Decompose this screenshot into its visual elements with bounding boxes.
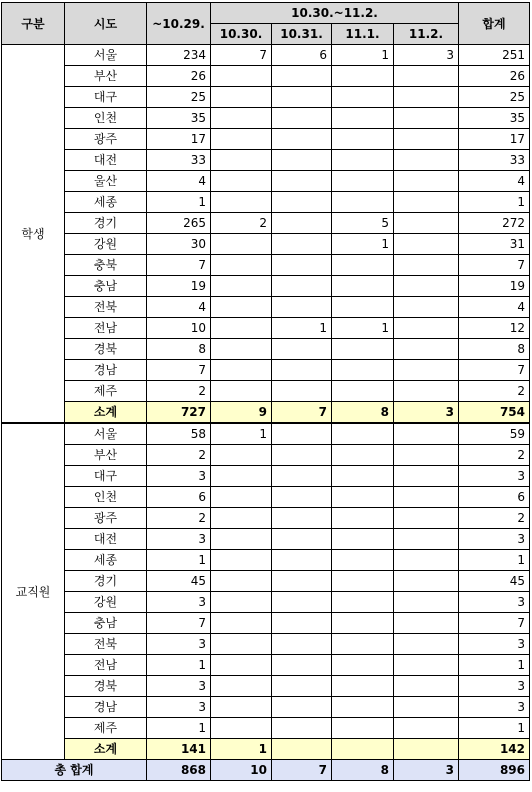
value-cell [211,339,272,360]
value-cell: 1 [459,655,530,676]
value-cell [272,718,332,739]
table-row [2,87,530,108]
value-cell [272,508,332,529]
value-cell [394,445,459,466]
value-cell [211,571,272,592]
value-cell: 35 [459,108,530,129]
value-cell [211,718,272,739]
value-cell [211,697,272,718]
region-cell: 인천 [65,487,147,508]
value-cell [211,676,272,697]
value-cell [272,108,332,129]
header-day: 10.31. [272,24,332,45]
value-cell: 265 [147,213,211,234]
value-cell [272,255,332,276]
value-cell [272,339,332,360]
region-cell: 울산 [65,171,147,192]
value-cell: 7 [459,255,530,276]
grand-total-value: 7 [272,760,332,781]
table-row [2,718,530,739]
region-cell: 부산 [65,445,147,466]
value-cell: 1 [147,550,211,571]
value-cell: 251 [459,45,530,66]
value-cell [332,655,394,676]
table-row [2,150,530,171]
value-cell [272,550,332,571]
value-cell [332,360,394,381]
header-total: 합계 [459,3,530,45]
header-day: 11.2. [394,24,459,45]
grand-total-value: 868 [147,760,211,781]
value-cell: 3 [147,697,211,718]
value-cell: 4 [147,171,211,192]
value-cell [394,571,459,592]
value-cell [211,487,272,508]
value-cell: 2 [147,508,211,529]
subtotal-value: 141 [147,739,211,760]
region-cell: 광주 [65,508,147,529]
value-cell [272,66,332,87]
value-cell [394,508,459,529]
value-cell [272,445,332,466]
value-cell [211,550,272,571]
region-cell: 강원 [65,234,147,255]
value-cell: 7 [147,613,211,634]
table-row [2,192,530,213]
value-cell: 4 [459,171,530,192]
value-cell: 3 [147,592,211,613]
table-row [2,360,530,381]
value-cell [332,466,394,487]
value-cell: 2 [147,445,211,466]
value-cell: 3 [147,634,211,655]
grand-total-value: 8 [332,760,394,781]
value-cell [394,213,459,234]
value-cell [394,87,459,108]
value-cell: 1 [332,318,394,339]
table-row [2,697,530,718]
region-cell: 전북 [65,634,147,655]
table-row [2,529,530,550]
value-cell: 2 [211,213,272,234]
region-cell: 경기 [65,213,147,234]
value-cell: 3 [459,676,530,697]
table-row [2,487,530,508]
value-cell: 6 [147,487,211,508]
value-cell: 6 [272,45,332,66]
value-cell [211,360,272,381]
value-cell: 1 [332,45,394,66]
region-cell: 경기 [65,571,147,592]
table-row [2,276,530,297]
region-cell: 경북 [65,676,147,697]
value-cell [272,487,332,508]
region-cell: 대전 [65,150,147,171]
value-cell [394,66,459,87]
value-cell [211,192,272,213]
header-day: 10.30. [211,24,272,45]
table-row [2,508,530,529]
grand-total-value: 896 [459,760,530,781]
value-cell [272,655,332,676]
value-cell: 31 [459,234,530,255]
value-cell: 2 [147,381,211,402]
cases-table [1,2,530,781]
grand-total-label: 총 합계 [2,760,147,781]
table-row [2,571,530,592]
value-cell: 3 [394,45,459,66]
header-category: 구분 [2,3,65,45]
value-cell [272,592,332,613]
value-cell [394,550,459,571]
region-cell: 서울 [65,423,147,445]
subtotal-label: 소계 [65,739,147,760]
table-body [2,45,530,781]
table-row [2,423,530,445]
value-cell: 3 [147,676,211,697]
table-row [2,339,530,360]
value-cell [272,297,332,318]
subtotal-value [332,739,394,760]
value-cell: 26 [147,66,211,87]
value-cell [394,487,459,508]
value-cell [211,508,272,529]
value-cell: 1 [147,718,211,739]
value-cell [272,697,332,718]
value-cell [332,613,394,634]
value-cell [272,529,332,550]
value-cell [211,150,272,171]
value-cell [394,318,459,339]
value-cell [394,171,459,192]
value-cell [332,276,394,297]
subtotal-value: 3 [394,402,459,424]
value-cell: 3 [147,529,211,550]
value-cell: 4 [147,297,211,318]
value-cell [332,255,394,276]
table-row [2,634,530,655]
subtotal-value: 727 [147,402,211,424]
value-cell [272,466,332,487]
value-cell [332,592,394,613]
table-row [2,466,530,487]
subtotal-row [2,402,530,424]
value-cell: 1 [459,550,530,571]
value-cell [394,360,459,381]
value-cell: 8 [147,339,211,360]
table-row [2,171,530,192]
value-cell: 19 [459,276,530,297]
value-cell [394,613,459,634]
table-header [2,3,530,45]
grand-total-value: 3 [394,760,459,781]
value-cell: 7 [147,255,211,276]
value-cell: 35 [147,108,211,129]
value-cell [272,87,332,108]
group-label: 교직원 [2,423,65,760]
value-cell: 7 [211,45,272,66]
table-row [2,676,530,697]
region-cell: 전남 [65,318,147,339]
value-cell: 12 [459,318,530,339]
table-row [2,45,530,66]
table-row [2,613,530,634]
value-cell [394,466,459,487]
value-cell: 234 [147,45,211,66]
value-cell [272,613,332,634]
value-cell: 7 [459,613,530,634]
value-cell [211,276,272,297]
value-cell: 2 [459,381,530,402]
value-cell: 1 [211,423,272,445]
subtotal-value: 754 [459,402,530,424]
subtotal-label: 소계 [65,402,147,424]
value-cell [272,213,332,234]
value-cell [332,529,394,550]
value-cell [211,613,272,634]
table-row [2,255,530,276]
value-cell [211,234,272,255]
subtotal-value: 142 [459,739,530,760]
region-cell: 대구 [65,87,147,108]
region-cell: 세종 [65,192,147,213]
value-cell: 30 [147,234,211,255]
value-cell: 59 [459,423,530,445]
value-cell: 17 [147,129,211,150]
value-cell [272,571,332,592]
value-cell [394,150,459,171]
value-cell [272,276,332,297]
value-cell [211,655,272,676]
value-cell [394,339,459,360]
value-cell [394,381,459,402]
region-cell: 서울 [65,45,147,66]
value-cell [332,381,394,402]
table-row [2,381,530,402]
value-cell [394,234,459,255]
value-cell [332,66,394,87]
value-cell [272,234,332,255]
region-cell: 부산 [65,66,147,87]
region-cell: 경남 [65,360,147,381]
value-cell [211,129,272,150]
value-cell: 25 [459,87,530,108]
value-cell: 58 [147,423,211,445]
table-row [2,550,530,571]
table-row [2,445,530,466]
table-row [2,129,530,150]
value-cell: 1 [147,192,211,213]
value-cell [211,634,272,655]
value-cell [211,171,272,192]
value-cell [394,108,459,129]
subtotal-row [2,739,530,760]
value-cell [332,108,394,129]
value-cell [332,445,394,466]
value-cell [272,423,332,445]
value-cell: 3 [459,634,530,655]
value-cell: 1 [272,318,332,339]
value-cell: 3 [147,466,211,487]
value-cell [272,171,332,192]
value-cell: 45 [459,571,530,592]
value-cell: 33 [459,150,530,171]
value-cell: 272 [459,213,530,234]
value-cell: 1 [459,192,530,213]
region-cell: 제주 [65,718,147,739]
region-cell: 충남 [65,276,147,297]
value-cell [211,445,272,466]
table-row [2,318,530,339]
value-cell [332,634,394,655]
value-cell [332,171,394,192]
header-day: 11.1. [332,24,394,45]
value-cell [394,423,459,445]
value-cell [332,150,394,171]
value-cell: 3 [459,466,530,487]
subtotal-value: 7 [272,402,332,424]
value-cell [272,150,332,171]
region-cell: 경북 [65,339,147,360]
value-cell: 10 [147,318,211,339]
value-cell [394,192,459,213]
value-cell [394,592,459,613]
value-cell [394,276,459,297]
value-cell [272,129,332,150]
value-cell: 1 [147,655,211,676]
value-cell [211,108,272,129]
subtotal-value: 8 [332,402,394,424]
value-cell: 4 [459,297,530,318]
group-label: 학생 [2,45,65,424]
subtotal-value [394,739,459,760]
header-before: ~10.29. [147,3,211,45]
value-cell [394,297,459,318]
value-cell [332,423,394,445]
value-cell: 25 [147,87,211,108]
value-cell [332,508,394,529]
table-row [2,297,530,318]
value-cell [332,339,394,360]
header-period: 10.30.~11.2. [211,3,459,24]
value-cell [394,255,459,276]
region-cell: 인천 [65,108,147,129]
region-cell: 대구 [65,466,147,487]
region-cell: 전남 [65,655,147,676]
subtotal-value: 1 [211,739,272,760]
subtotal-value [272,739,332,760]
region-cell: 강원 [65,592,147,613]
value-cell: 1 [332,234,394,255]
table-row [2,108,530,129]
value-cell [272,381,332,402]
value-cell [211,592,272,613]
table-row [2,66,530,87]
region-cell: 대전 [65,529,147,550]
value-cell [332,550,394,571]
value-cell [211,297,272,318]
value-cell [332,487,394,508]
value-cell [332,129,394,150]
table-row [2,234,530,255]
region-cell: 충북 [65,255,147,276]
value-cell [394,718,459,739]
value-cell: 6 [459,487,530,508]
value-cell [272,360,332,381]
value-cell [394,697,459,718]
subtotal-value: 9 [211,402,272,424]
value-cell [332,697,394,718]
value-cell [211,66,272,87]
value-cell [211,87,272,108]
region-cell: 광주 [65,129,147,150]
table-row [2,592,530,613]
value-cell [211,466,272,487]
table-row [2,655,530,676]
region-cell: 세종 [65,550,147,571]
value-cell [211,529,272,550]
value-cell: 19 [147,276,211,297]
value-cell: 2 [459,445,530,466]
region-cell: 전북 [65,297,147,318]
value-cell [332,192,394,213]
grand-total-row [2,760,530,781]
value-cell [211,381,272,402]
value-cell: 3 [459,592,530,613]
region-cell: 제주 [65,381,147,402]
value-cell: 7 [459,360,530,381]
value-cell [211,255,272,276]
value-cell: 5 [332,213,394,234]
value-cell: 7 [147,360,211,381]
value-cell [394,634,459,655]
header-region: 시도 [65,3,147,45]
value-cell [272,192,332,213]
region-cell: 경남 [65,697,147,718]
value-cell [332,718,394,739]
value-cell: 17 [459,129,530,150]
value-cell: 45 [147,571,211,592]
value-cell: 33 [147,150,211,171]
region-cell: 충남 [65,613,147,634]
value-cell [394,529,459,550]
value-cell [332,571,394,592]
value-cell [272,634,332,655]
value-cell [332,87,394,108]
value-cell [394,129,459,150]
table-row [2,213,530,234]
value-cell [332,676,394,697]
value-cell: 1 [459,718,530,739]
value-cell: 3 [459,697,530,718]
value-cell: 3 [459,529,530,550]
value-cell [272,676,332,697]
value-cell [211,318,272,339]
value-cell: 8 [459,339,530,360]
value-cell [394,655,459,676]
value-cell: 2 [459,508,530,529]
grand-total-value: 10 [211,760,272,781]
value-cell: 26 [459,66,530,87]
value-cell [332,297,394,318]
value-cell [394,676,459,697]
